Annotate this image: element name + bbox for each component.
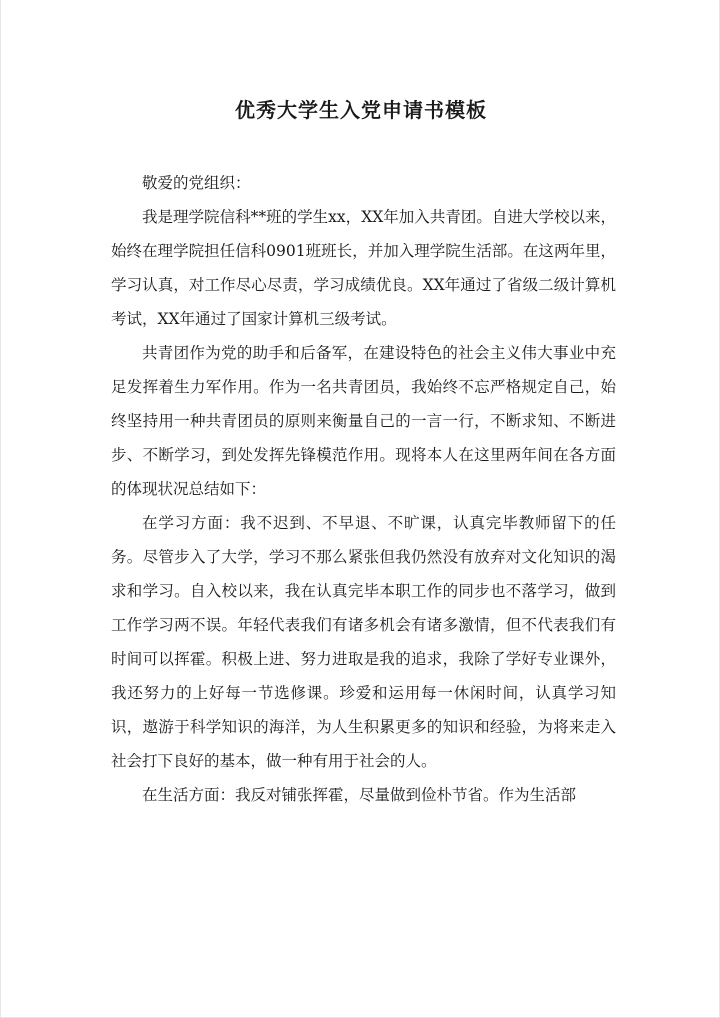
paragraph-intro: 我是理学院信科**班的学生xx，XX年加入共青团。自进大学校以来，始终在理学院担任信科0901班班长，并加入理学院生活部。在这两年里，学习认真，对工作尽心尽责，学习成绩优良。XX年通过了省级二级计算机考试，XX年通过了国家计算机三级考试。 [111,208,616,328]
document-title: 优秀大学生入党申请书模板 [235,98,487,122]
paragraph-life: 在生活方面：我反对铺张挥霍，尽量做到俭朴节省。作为生活部 [142,786,577,804]
document-body [111,166,616,812]
paragraph-study: 在学习方面：我不迟到、不早退、不旷课，认真完毕教师留下的任务。尽管步入了大学，学习不那么紧张但我仍然没有放弃对文化知识的渴求和学习。自入校以来，我在认真完毕本职工作的同步也不落学习，做到工作学习两不误。年轻代表我们有诸多机会有诸多激情，但不代表我们有时间可以挥霍。积极上进、努力进取是我的追求，我除了学好专业课外，我还努力的上好每一节选修课。珍爱和运用每一休闲时间，认真学习知识，遨游于科学知识的海洋，为人生积累更多的知识和经验，为将来走入社会打下良好的基本，做一种有用于社会的人。 [111,514,616,770]
salutation: 敬爱的党组织： [142,174,251,192]
paragraph-youth-league: 共青团作为党的助手和后备军，在建设特色的社会主义伟大事业中充足发挥着生力军作用。作为一名共青团员，我始终不忘严格规定自己，始终坚持用一种共青团员的原则来衡量自己的一言一行，不断求知、不断进步、不断学习，到处发挥先锋模范作用。现将本人在这里两年间在各方面的体现状况总结如下： [111,344,616,498]
